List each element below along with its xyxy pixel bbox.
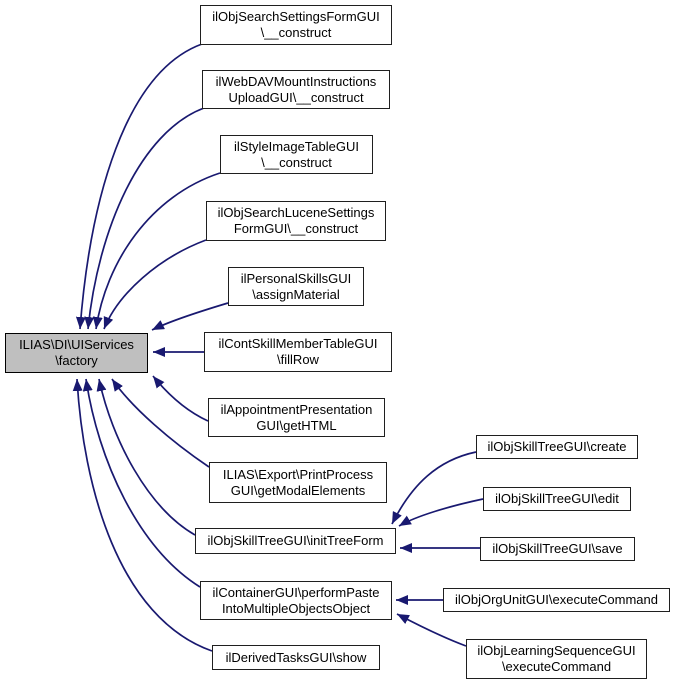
edge-searchsettings-construct-to-factory xyxy=(80,44,202,329)
node-ilias-export-printprocessgui-getmodalelements[interactable] xyxy=(209,462,387,503)
node-label: \factory xyxy=(55,353,98,368)
node-label: ilObjSearchLuceneSettings xyxy=(217,205,375,220)
node-ilobjskilltreegui-inittreeform[interactable] xyxy=(195,528,396,554)
node-label: UploadGUI\__construct xyxy=(228,89,364,105)
node-label: \__construct xyxy=(261,154,332,170)
node-ilobjlearningsequencegui-executecommand[interactable] xyxy=(466,639,647,679)
node-label: ilContSkillMemberTableGUI xyxy=(218,336,378,351)
node-ilobjorgunitgui-executecommand[interactable] xyxy=(443,588,670,612)
node-label: GUI\getModalElements xyxy=(230,482,366,498)
edge-derivedtasks-show-to-factory xyxy=(77,379,212,651)
node-label: ilDerivedTasksGUI\show xyxy=(225,649,367,665)
node-ilstyleimagetablegui-construct[interactable] xyxy=(220,135,373,174)
node-label: \__construct xyxy=(260,25,332,40)
edge-inittreeform-to-factory xyxy=(99,379,195,535)
node-ilappointmentpresentationgui-gethtml[interactable] xyxy=(208,398,385,437)
node-label: IntoMultipleObjectsObject xyxy=(221,600,371,616)
node-label: ILIAS\Export\PrintProcess xyxy=(222,466,374,482)
node-ilobjsearchlucenesettingsformgui-construct[interactable] xyxy=(206,201,386,241)
node-label: ilWebDAVMountInstructions xyxy=(215,73,377,89)
node-ilpersonalskillsgui-assignmaterial[interactable] xyxy=(228,267,364,306)
node-label: ilPersonalSkillsGUI xyxy=(240,270,352,286)
node-label: GUI\getHTML xyxy=(256,417,337,433)
node-label: ilAppointmentPresentation xyxy=(220,401,373,417)
edge-learningsequence-executecommand-to-performpaste xyxy=(397,614,466,646)
node-label: ilObjSkillTreeGUI\initTreeForm xyxy=(207,533,384,548)
edge-styleimagetable-construct-to-factory xyxy=(96,173,220,329)
node-ilwebdavmountinstructionsuploadgui-construct[interactable] xyxy=(202,70,390,109)
node-label: \fillRow xyxy=(277,352,319,367)
node-ilcontskillmembertablegui-fillrow[interactable] xyxy=(204,332,392,372)
node-ilderivedtasksgui-show[interactable] xyxy=(212,645,380,670)
edge-skilltree-edit-to-inittreeform xyxy=(399,499,483,526)
node-ilobjskilltreegui-save[interactable] xyxy=(480,537,635,561)
node-label: ilObjLearningSequenceGUI xyxy=(477,643,636,658)
node-label: ilObjSkillTreeGUI\edit xyxy=(495,491,619,506)
node-label: ILIAS\DI\UIServices xyxy=(19,337,134,352)
edge-printprocess-getmodalelements-to-factory xyxy=(112,379,209,467)
node-ilobjskilltreegui-edit[interactable] xyxy=(483,487,631,511)
edge-webdavmount-construct-to-factory xyxy=(88,108,204,329)
edge-personalskills-assignmaterial-to-factory xyxy=(152,303,228,330)
node-ilobjskilltreegui-create[interactable] xyxy=(476,435,638,459)
node-ilcontainergui-performpasteintomultipleobjectsobject[interactable] xyxy=(200,581,392,620)
node-uiservices-factory xyxy=(5,333,148,373)
node-label: ilStyleImageTableGUI xyxy=(234,138,359,154)
node-label: ilObjSearchSettingsFormGUI xyxy=(212,9,380,24)
node-label: ilObjOrgUnitGUI\executeCommand xyxy=(454,592,659,607)
node-ilobjsearchsettingsformgui-construct[interactable] xyxy=(200,5,392,45)
node-label: \assignMaterial xyxy=(252,286,340,302)
node-label: ilContainerGUI\performPaste xyxy=(212,584,380,600)
edge-appointmentpresentation-gethtml-to-factory xyxy=(153,376,208,421)
node-label: ilObjSkillTreeGUI\create xyxy=(487,439,627,454)
node-label: ilObjSkillTreeGUI\save xyxy=(492,541,623,556)
node-label: \executeCommand xyxy=(501,659,612,674)
node-label: FormGUI\__construct xyxy=(233,221,359,236)
edge-skilltree-create-to-inittreeform xyxy=(392,452,476,524)
